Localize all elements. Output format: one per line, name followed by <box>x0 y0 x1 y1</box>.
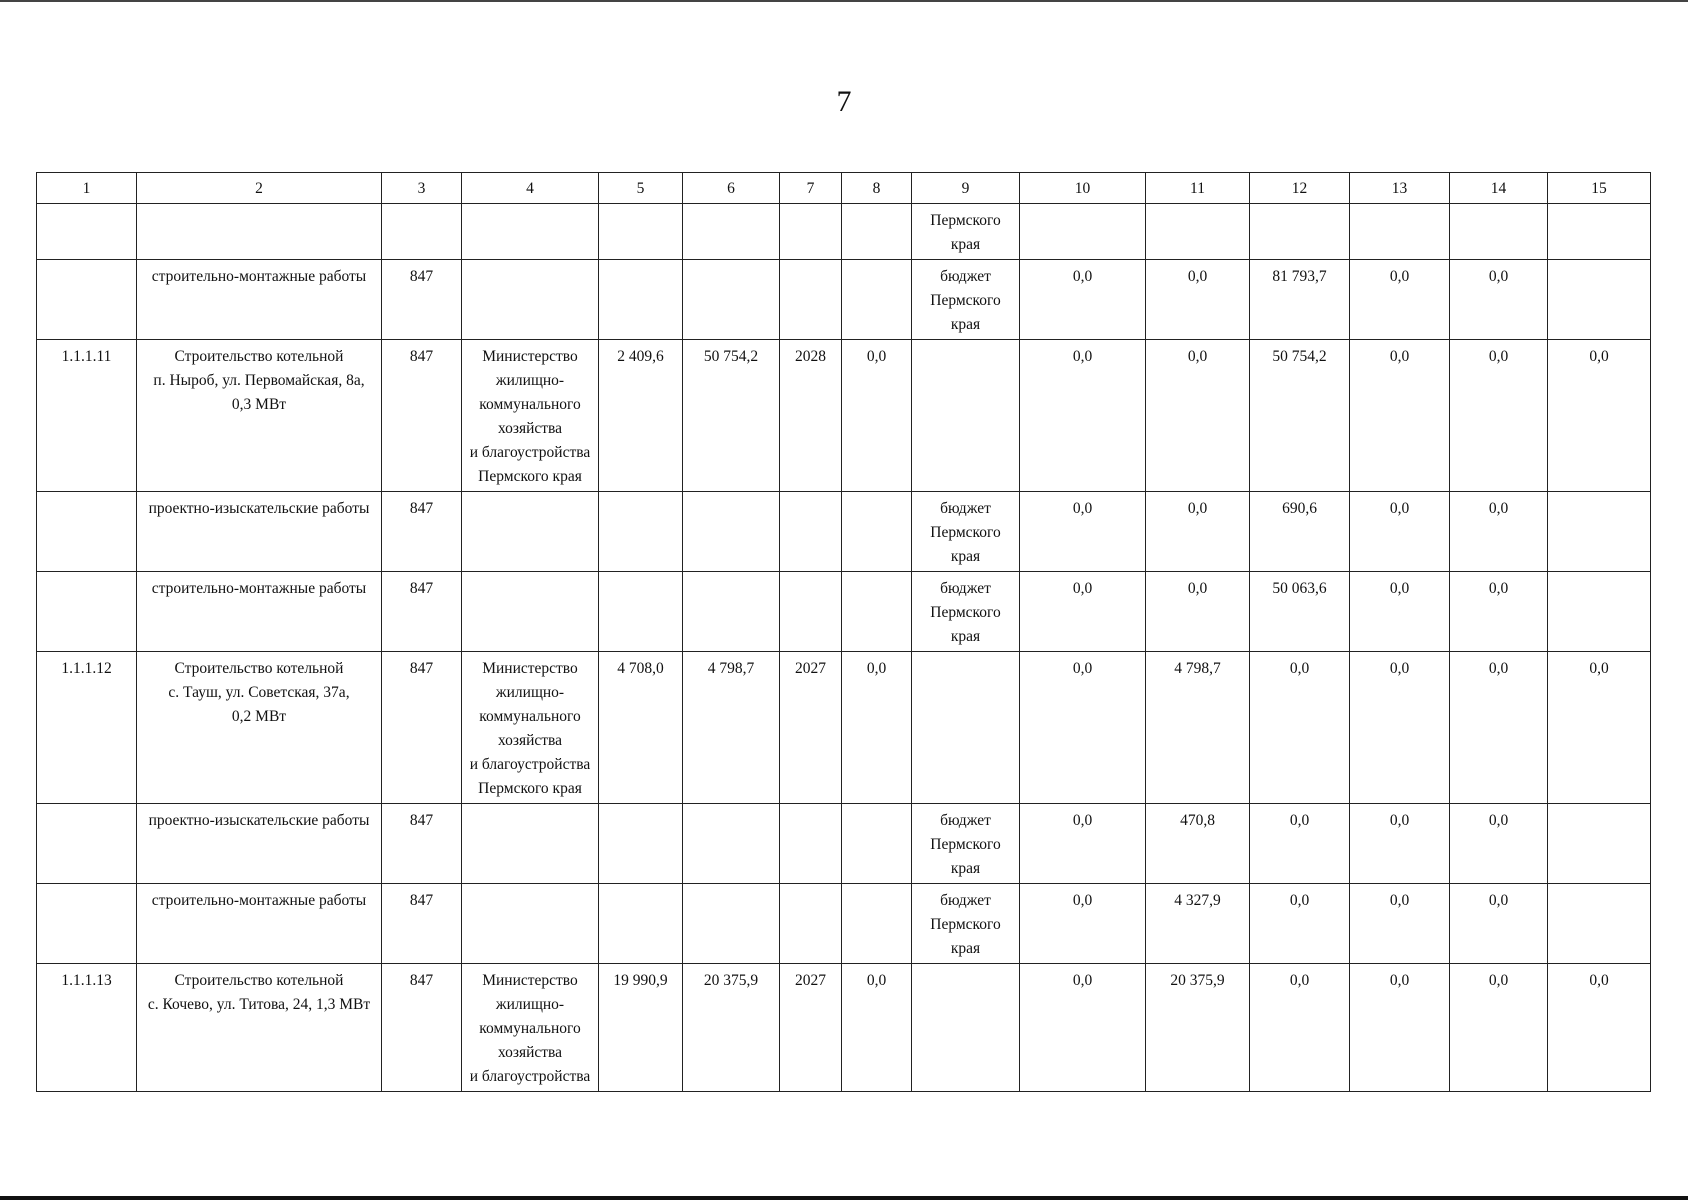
cell-text-line: хозяйства <box>497 1044 563 1061</box>
table-cell-col-7 <box>780 884 842 964</box>
table-cell-col-13: 0,0 <box>1350 260 1450 340</box>
cell-text-line: края <box>950 316 981 333</box>
table-cell-col-1 <box>37 804 137 884</box>
table-cell-col-8 <box>842 492 912 572</box>
table-cell-col-1: 1.1.1.11 <box>37 340 137 492</box>
table-cell-col-6 <box>683 492 780 572</box>
table-row <box>37 884 1651 964</box>
table-cell-col-9 <box>912 964 1020 1092</box>
table-cell-col-11: 0,0 <box>1146 260 1250 340</box>
cell-text-line: бюджет <box>940 500 991 517</box>
table-cell-col-4 <box>462 884 599 964</box>
cell-text-line: бюджет <box>940 268 991 285</box>
table-cell-col-13: 0,0 <box>1350 492 1450 572</box>
table-cell-col-7: 2027 <box>780 964 842 1092</box>
cell-text-line: жилищно- <box>495 372 565 389</box>
cell-text-line: Пермского <box>930 604 1001 621</box>
table-cell-col-6 <box>683 204 780 260</box>
table-cell-col-1: 1.1.1.13 <box>37 964 137 1092</box>
table-row <box>37 340 1651 492</box>
table-cell-col-5: 2 409,6 <box>599 340 683 492</box>
table-cell-col-10: 0,0 <box>1020 572 1146 652</box>
table-cell-col-9 <box>912 884 1020 964</box>
cell-text-line: бюджет <box>940 580 991 597</box>
table-cell-col-6 <box>683 884 780 964</box>
table-cell-col-15 <box>1548 884 1651 964</box>
table-cell-col-1 <box>37 884 137 964</box>
table-cell-col-12: 0,0 <box>1250 884 1350 964</box>
table-cell-col-6 <box>683 260 780 340</box>
table-cell-col-4 <box>462 804 599 884</box>
table-cell-col-10: 0,0 <box>1020 652 1146 804</box>
table-cell-col-12: 50 063,6 <box>1250 572 1350 652</box>
table-cell-col-7 <box>780 804 842 884</box>
column-number-cell: 14 <box>1450 173 1548 204</box>
table-cell-col-6: 20 375,9 <box>683 964 780 1092</box>
table-cell-col-12 <box>1250 204 1350 260</box>
cell-text-line: п. Ныроб, ул. Первомайская, 8а, <box>153 372 365 389</box>
table-cell-col-1: 1.1.1.12 <box>37 652 137 804</box>
table-cell-col-10: 0,0 <box>1020 964 1146 1092</box>
table-cell-col-15: 0,0 <box>1548 652 1651 804</box>
table-cell-col-3: 847 <box>382 964 462 1092</box>
table-cell-col-14: 0,0 <box>1450 804 1548 884</box>
table-cell-col-4 <box>462 204 599 260</box>
table-row <box>37 492 1651 572</box>
table-cell-col-10: 0,0 <box>1020 340 1146 492</box>
table-cell-col-8 <box>842 884 912 964</box>
table-cell-col-11: 4 798,7 <box>1146 652 1250 804</box>
cell-text-line: и благоустройства <box>469 756 591 773</box>
table-cell-col-7 <box>780 572 842 652</box>
table-row <box>37 260 1651 340</box>
table-cell-col-8 <box>842 204 912 260</box>
table-cell-col-9 <box>912 652 1020 804</box>
table-cell-col-13: 0,0 <box>1350 340 1450 492</box>
scan-edge-bottom <box>0 1196 1688 1200</box>
table-cell-col-9 <box>912 204 1020 260</box>
table-cell-col-14: 0,0 <box>1450 964 1548 1092</box>
table-cell-col-5 <box>599 492 683 572</box>
table-cell-col-14: 0,0 <box>1450 340 1548 492</box>
table-cell-col-11 <box>1146 204 1250 260</box>
table-cell-col-5: 4 708,0 <box>599 652 683 804</box>
table-cell-col-12: 0,0 <box>1250 804 1350 884</box>
table-cell-col-1 <box>37 260 137 340</box>
table-cell-col-11: 4 327,9 <box>1146 884 1250 964</box>
cell-text-line: хозяйства <box>497 732 563 749</box>
page-number: 7 <box>836 85 852 118</box>
table-cell-col-13: 0,0 <box>1350 884 1450 964</box>
table-cell-col-8: 0,0 <box>842 964 912 1092</box>
table-cell-col-8: 0,0 <box>842 340 912 492</box>
column-number-cell: 15 <box>1548 173 1651 204</box>
table-cell-col-14: 0,0 <box>1450 572 1548 652</box>
table-cell-col-2 <box>137 340 382 492</box>
column-number-cell: 12 <box>1250 173 1350 204</box>
cell-text-line: края <box>950 628 981 645</box>
table-cell-col-6 <box>683 804 780 884</box>
table-cell-col-2 <box>137 652 382 804</box>
table-cell-col-10: 0,0 <box>1020 492 1146 572</box>
table-cell-col-3: 847 <box>382 884 462 964</box>
table-cell-col-14: 0,0 <box>1450 652 1548 804</box>
cell-text-line: края <box>950 860 981 877</box>
table-cell-col-9 <box>912 572 1020 652</box>
table-cell-col-7 <box>780 204 842 260</box>
table-cell-col-6: 50 754,2 <box>683 340 780 492</box>
cell-text-line: и благоустройства <box>469 444 591 461</box>
table-cell-col-12: 0,0 <box>1250 964 1350 1092</box>
table-cell-col-15 <box>1548 804 1651 884</box>
table-cell-col-11: 0,0 <box>1146 340 1250 492</box>
table-cell-col-9 <box>912 804 1020 884</box>
table-cell-col-3: 847 <box>382 492 462 572</box>
table-cell-col-3: 847 <box>382 260 462 340</box>
cell-text-line: коммунального <box>479 1020 581 1037</box>
table-cell-col-4 <box>462 652 599 804</box>
column-number-row <box>37 173 1651 204</box>
table-cell-col-11: 20 375,9 <box>1146 964 1250 1092</box>
table-cell-col-13 <box>1350 204 1450 260</box>
table-cell-col-8 <box>842 260 912 340</box>
table-cell-col-10: 0,0 <box>1020 804 1146 884</box>
table-cell-col-5 <box>599 804 683 884</box>
cell-text-line: 0,3 МВт <box>231 396 287 413</box>
cell-text-line: Пермского <box>930 836 1001 853</box>
cell-text-line: Пермского <box>930 292 1001 309</box>
table-cell-col-14: 0,0 <box>1450 492 1548 572</box>
table-cell-col-14 <box>1450 204 1548 260</box>
scan-edge-top <box>0 0 1688 2</box>
cell-text-line: жилищно- <box>495 684 565 701</box>
cell-text-line: Пермского <box>930 916 1001 933</box>
table-cell-col-1 <box>37 572 137 652</box>
column-number-cell: 3 <box>382 173 462 204</box>
table-cell-col-10: 0,0 <box>1020 884 1146 964</box>
table-cell-col-15 <box>1548 204 1651 260</box>
cell-text-line: края <box>950 236 981 253</box>
cell-text-line: Пермского <box>930 212 1001 229</box>
cell-text-line: Министерство <box>482 660 578 677</box>
table-cell-col-2: строительно-монтажные работы <box>137 572 382 652</box>
table-cell-col-4 <box>462 260 599 340</box>
table-cell-col-4 <box>462 964 599 1092</box>
cell-text-line: с. Тауш, ул. Советская, 37а, <box>168 684 350 701</box>
column-number-cell: 4 <box>462 173 599 204</box>
cell-text-line: бюджет <box>940 812 991 829</box>
document-table <box>36 172 1651 1092</box>
cell-text-line: коммунального <box>479 708 581 725</box>
table-cell-col-15: 0,0 <box>1548 964 1651 1092</box>
cell-text-line: жилищно- <box>495 996 565 1013</box>
table-cell-col-15 <box>1548 572 1651 652</box>
column-number-cell: 10 <box>1020 173 1146 204</box>
table-cell-col-12: 690,6 <box>1250 492 1350 572</box>
cell-text-line: Пермского <box>930 524 1001 541</box>
table-cell-col-9 <box>912 260 1020 340</box>
table-cell-col-5: 19 990,9 <box>599 964 683 1092</box>
table-cell-col-13: 0,0 <box>1350 572 1450 652</box>
cell-text-line: Строительство котельной <box>174 660 344 677</box>
cell-text-line: с. Кочево, ул. Титова, 24, 1,3 МВт <box>147 996 371 1013</box>
table-cell-col-3: 847 <box>382 804 462 884</box>
column-number-cell: 6 <box>683 173 780 204</box>
table-cell-col-2: строительно-монтажные работы <box>137 884 382 964</box>
table-cell-col-15 <box>1548 492 1651 572</box>
cell-text-line: Пермского края <box>478 468 582 485</box>
table-cell-col-12: 0,0 <box>1250 652 1350 804</box>
table-cell-col-9 <box>912 340 1020 492</box>
table-cell-col-3: 847 <box>382 572 462 652</box>
column-number-cell: 1 <box>37 173 137 204</box>
table-cell-col-4 <box>462 340 599 492</box>
table-cell-col-2: проектно-изыскательские работы <box>137 804 382 884</box>
table-cell-col-10: 0,0 <box>1020 260 1146 340</box>
table-cell-col-8: 0,0 <box>842 652 912 804</box>
column-number-cell: 2 <box>137 173 382 204</box>
column-number-cell: 13 <box>1350 173 1450 204</box>
table-cell-col-13: 0,0 <box>1350 804 1450 884</box>
table-cell-col-4 <box>462 572 599 652</box>
table-cell-col-5 <box>599 572 683 652</box>
table-row <box>37 204 1651 260</box>
table-row <box>37 652 1651 804</box>
table-cell-col-3: 847 <box>382 340 462 492</box>
table-cell-col-7 <box>780 492 842 572</box>
table-row <box>37 964 1651 1092</box>
table-cell-col-1 <box>37 204 137 260</box>
table-row <box>37 572 1651 652</box>
table-cell-col-2 <box>137 964 382 1092</box>
column-number-cell: 8 <box>842 173 912 204</box>
table-cell-col-8 <box>842 572 912 652</box>
cell-text-line: 0,2 МВт <box>231 708 287 725</box>
table-body <box>37 173 1651 1092</box>
table-cell-col-7 <box>780 260 842 340</box>
table-cell-col-8 <box>842 804 912 884</box>
table-cell-col-11: 470,8 <box>1146 804 1250 884</box>
table-cell-col-14: 0,0 <box>1450 260 1548 340</box>
table-cell-col-13: 0,0 <box>1350 964 1450 1092</box>
table-cell-col-5 <box>599 260 683 340</box>
table-cell-col-10 <box>1020 204 1146 260</box>
table-cell-col-4 <box>462 492 599 572</box>
table-cell-col-12: 50 754,2 <box>1250 340 1350 492</box>
cell-text-line: Строительство котельной <box>174 348 344 365</box>
cell-text-line: края <box>950 940 981 957</box>
table-cell-col-5 <box>599 884 683 964</box>
table-cell-col-7: 2027 <box>780 652 842 804</box>
table-row <box>37 804 1651 884</box>
table-cell-col-11: 0,0 <box>1146 572 1250 652</box>
table-cell-col-6 <box>683 572 780 652</box>
table-cell-col-11: 0,0 <box>1146 492 1250 572</box>
table-cell-col-2: строительно-монтажные работы <box>137 260 382 340</box>
table-cell-col-6: 4 798,7 <box>683 652 780 804</box>
table-cell-col-1 <box>37 492 137 572</box>
cell-text-line: Министерство <box>482 972 578 989</box>
table-cell-col-5 <box>599 204 683 260</box>
cell-text-line: края <box>950 548 981 565</box>
table-cell-col-14: 0,0 <box>1450 884 1548 964</box>
table-cell-col-2: проектно-изыскательские работы <box>137 492 382 572</box>
table-cell-col-9 <box>912 492 1020 572</box>
cell-text-line: и благоустройства <box>469 1068 591 1085</box>
table-cell-col-3 <box>382 204 462 260</box>
column-number-cell: 11 <box>1146 173 1250 204</box>
table-cell-col-2 <box>137 204 382 260</box>
table-cell-col-7: 2028 <box>780 340 842 492</box>
cell-text-line: коммунального <box>479 396 581 413</box>
table-cell-col-15: 0,0 <box>1548 340 1651 492</box>
table-cell-col-15 <box>1548 260 1651 340</box>
cell-text-line: бюджет <box>940 892 991 909</box>
table-cell-col-12: 81 793,7 <box>1250 260 1350 340</box>
cell-text-line: Министерство <box>482 348 578 365</box>
column-number-cell: 5 <box>599 173 683 204</box>
column-number-cell: 9 <box>912 173 1020 204</box>
cell-text-line: хозяйства <box>497 420 563 437</box>
table-cell-col-13: 0,0 <box>1350 652 1450 804</box>
cell-text-line: Пермского края <box>478 780 582 797</box>
table-cell-col-3: 847 <box>382 652 462 804</box>
column-number-cell: 7 <box>780 173 842 204</box>
cell-text-line: Строительство котельной <box>174 972 344 989</box>
